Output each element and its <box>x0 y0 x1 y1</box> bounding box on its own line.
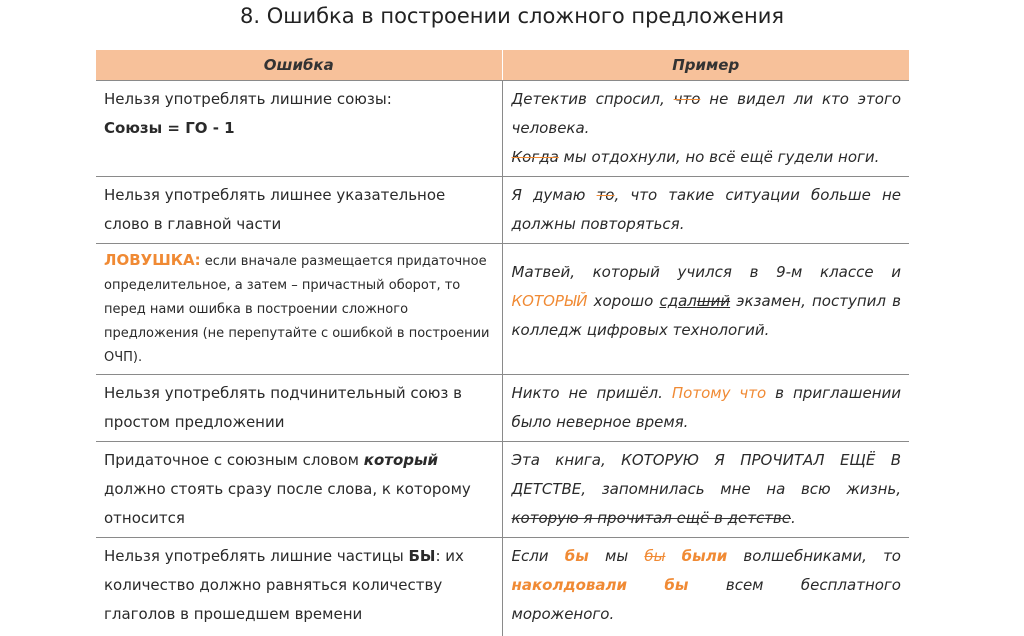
header-example: Пример <box>502 50 909 81</box>
error-formula: Союзы = ГО - 1 <box>104 114 494 143</box>
example-text: Детектив спросил, что не видел ли кто этого человека. <box>512 85 902 143</box>
header-error: Ошибка <box>96 50 502 81</box>
error-cell <box>96 81 502 177</box>
example-cell: Никто не пришёл. Потому что в приглашении было неверное время. <box>502 375 909 442</box>
error-cell: Нельзя употреблять лишнее указательное слово в главной части <box>96 177 502 244</box>
example-cell: Если бы мы бы были волшебниками, то наколдовали бы всем бесплатного мороженого. <box>502 538 909 636</box>
error-cell: ЛОВУШКА: если вначале размещается придаточное определительное, а затем – причастный оборот, то перед нами ошибка в построении сложного предложения (не перепутайте с ошибкой в построении ОЧП). <box>96 244 502 375</box>
table-row <box>96 442 909 538</box>
example-text: Когда мы отдохнули, но всё ещё гудели ноги. <box>512 143 902 172</box>
example-cell: Я думаю то, что такие ситуации больше не должны повторяться. <box>502 177 909 244</box>
error-cell: Придаточное с союзным словом который должно стоять сразу после слова, к которому относится <box>96 442 502 538</box>
table-row <box>96 81 909 177</box>
error-text: Нельзя употреблять лишние союзы: <box>104 85 494 114</box>
table-row <box>96 538 909 636</box>
page-title: 8. Ошибка в построении сложного предложения <box>0 4 1024 28</box>
error-cell: Нельзя употреблять подчинительный союз в простом предложении <box>96 375 502 442</box>
example-cell: Эта книга, КОТОРУЮ Я ПРОЧИТАЛ ЕЩЁ В ДЕТСТВЕ, запомнилась мне на всю жизнь, которую я прочитал ещё в детстве. <box>502 442 909 538</box>
example-cell <box>502 81 909 177</box>
table-header-row <box>96 50 909 81</box>
table-row <box>96 375 909 442</box>
errors-table <box>96 50 909 636</box>
table-row <box>96 177 909 244</box>
example-cell: Матвей, который учился в 9-м классе и КОТОРЫЙ хорошо сдалший экзамен, поступил в колледж цифровых технологий. <box>502 244 909 375</box>
error-cell: Нельзя употреблять лишние частицы БЫ: их количество должно равняться количеству глаголов в прошедшем времени <box>96 538 502 636</box>
trap-label: ЛОВУШКА: <box>104 251 201 269</box>
table-row <box>96 244 909 375</box>
